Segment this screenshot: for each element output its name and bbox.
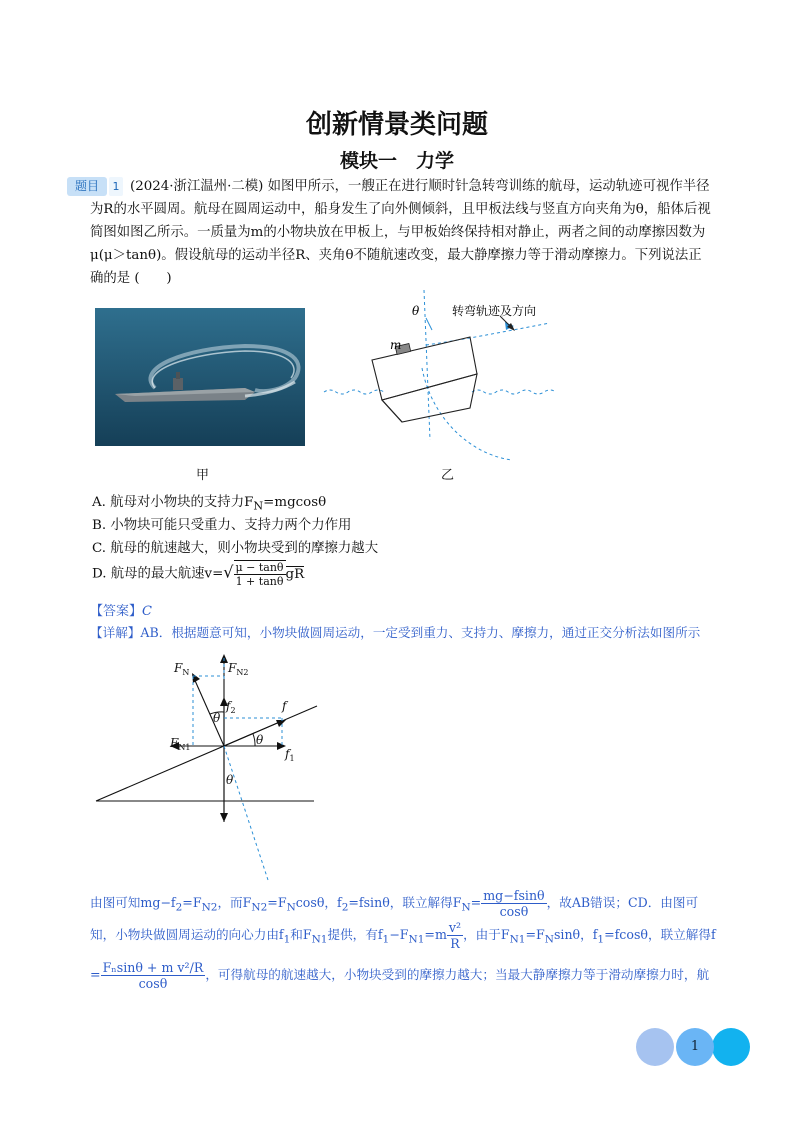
s1c: ，而F xyxy=(217,895,252,911)
figure-b-mass: m xyxy=(390,338,402,352)
figure-a-caption: 甲 xyxy=(196,468,210,483)
option-a[interactable] xyxy=(92,491,326,513)
option-a-tail: =mgcosθ xyxy=(263,495,327,510)
page-subtitle: 模块一 力学 xyxy=(339,150,454,172)
question-line-5: 确的是 ( ) xyxy=(90,271,172,286)
label-f: f xyxy=(282,699,287,713)
option-a-text: A. 航母对小物块的支持力F xyxy=(92,495,254,510)
ship-rear-view xyxy=(322,290,562,462)
option-d-tail: gR xyxy=(285,566,305,582)
s1a: 由图可知mg−f xyxy=(90,895,176,911)
s2h: sinθ，f xyxy=(553,927,598,943)
page-deco-circle-right xyxy=(712,1028,750,1066)
question-tag xyxy=(67,177,127,196)
s1e: cosθ，f xyxy=(295,895,342,911)
question-tag-number: 1 xyxy=(109,177,123,196)
label-f1: f xyxy=(285,747,290,761)
s1d: =F xyxy=(267,895,287,911)
s2g: =F xyxy=(525,927,545,943)
s3-den: cosθ xyxy=(138,976,168,992)
svg-text:f2 xyxy=(225,699,236,715)
s2e: =m xyxy=(424,927,447,943)
s2f: ，由于F xyxy=(463,927,510,943)
option-d-text: D. 航母的最大航速v= xyxy=(92,566,224,582)
label-fn2-sub: N2 xyxy=(236,668,249,677)
label-f2: f xyxy=(226,699,231,713)
question-line-3: 简图如图乙所示。一质量为m的小物块放在甲板上，与甲板始终保持相对静止，两者之间的动摩擦因数为 xyxy=(90,225,706,240)
svg-text:f1 xyxy=(284,747,295,763)
solution-fraction-3 xyxy=(101,960,206,991)
question-line-4: μ(μ＞tanθ)。假设航母的运动半径R、夹角θ不随航速改变，最大静摩擦力等于滑动摩擦力。下列说法正 xyxy=(90,248,702,263)
s2-num: v² xyxy=(448,920,462,935)
question-line-2: 为R的水平圆周。航母在圆周运动中，船身发生了向外侧倾斜，且甲板法线与竖直方向夹角为θ，船体后视 xyxy=(90,202,711,217)
question-line-1: (2024·浙江温州·二模) 如图甲所示，一艘正在进行顺时针急转弯训练的航母，运动轨迹可视作半径 xyxy=(130,179,710,194)
page-title: 创新情景类问题 xyxy=(305,110,488,140)
label-fn2: F xyxy=(228,661,237,675)
s3-num: Fₙsinθ + m v²/R xyxy=(102,960,204,975)
solution-fraction-1 xyxy=(481,888,546,919)
option-d-numerator: μ − tanθ xyxy=(235,561,284,574)
s1-den: cosθ xyxy=(499,904,529,920)
detail-label: 【详解】 xyxy=(90,625,141,640)
s3a: = xyxy=(90,967,101,983)
s1h: ，故AB错误；CD．由图可 xyxy=(546,895,699,911)
detail-text: AB．根据题意可知，小物块做圆周运动，一定受到重力、支持力、摩擦力，通过正交分析法如图所示 xyxy=(140,625,701,640)
s2b: 和F xyxy=(290,927,312,943)
figure-b-angle: θ xyxy=(412,304,420,318)
s1f: =fsinθ，联立解得F xyxy=(348,895,462,911)
label-fn1: F xyxy=(170,736,179,750)
s1-num: mg−fsinθ xyxy=(483,888,545,903)
label-theta-2: θ xyxy=(256,733,264,747)
s2c: 提供，有f xyxy=(327,927,383,943)
carrier-photo xyxy=(95,308,305,446)
s1g: = xyxy=(470,895,482,911)
answer-line xyxy=(90,600,152,619)
label-f2-sub: 2 xyxy=(230,706,236,715)
answer-value: C xyxy=(142,604,152,619)
svg-text:FN xyxy=(173,661,189,677)
force-diagram xyxy=(92,652,332,884)
s2i: =fcosθ，联立解得f xyxy=(604,927,716,943)
solution-fraction-2 xyxy=(447,920,463,951)
svg-text:FN1 xyxy=(169,736,190,752)
label-f1-sub: 1 xyxy=(289,754,295,763)
svg-text:FN2 xyxy=(227,661,248,677)
page-number: 1 xyxy=(676,1028,714,1066)
label-theta-1: θ xyxy=(213,711,221,725)
option-b[interactable]: B. 小物块可能只受重力、支持力两个力作用 xyxy=(92,518,352,533)
option-d-denominator: 1 + tanθ xyxy=(235,575,284,589)
solution-line-3 xyxy=(90,960,730,991)
option-c[interactable]: C. 航母的航速越大，则小物块受到的摩擦力越大 xyxy=(92,541,379,556)
detail-line xyxy=(90,622,750,641)
label-fn: F xyxy=(174,661,183,675)
option-d-fraction xyxy=(234,560,286,588)
answer-label: 【答案】 xyxy=(90,604,143,619)
label-fn-sub: N xyxy=(182,668,190,677)
sqrt-sign-icon: √ xyxy=(223,562,234,582)
label-fn1-sub: N1 xyxy=(178,743,191,752)
figure-b-caption: 乙 xyxy=(441,468,455,483)
label-theta-3: θ xyxy=(226,773,234,787)
page-deco-circle-left xyxy=(636,1028,674,1066)
s3b: ，可得航母的航速越大，小物块受到的摩擦力越大；当最大静摩擦力等于滑动摩擦力时，航 xyxy=(205,967,710,983)
s2d: −F xyxy=(389,927,409,943)
option-a-sub: N xyxy=(253,499,264,513)
option-d[interactable] xyxy=(92,560,304,588)
s2-den: R xyxy=(450,936,460,952)
question-tag-label: 题目 xyxy=(67,177,107,196)
solution-line-2: 知，小物块做圆周运动的向心力由$f_1$和$F_{N1}$提供，有$f_1-F_{N1}=m$ $\frac{\text{v²}}{R}$ ，由于$F_{N1}=F_N\sin\theta$，$f_1=fcos\theta$，联立解得f xyxy=(90,920,716,952)
s2a: 知，小物块做圆周运动的向心力由f xyxy=(90,927,284,943)
s1b: =F xyxy=(182,895,202,911)
figure-b-label: 转弯轨迹及方向 xyxy=(452,304,537,318)
solution-line-1: 由图可知$mg-f_2=F_{N2}$，而$F_{N2}=F_N\cos\theta$，$f_2=fsin\theta$，联立解得$F_N=$ $\frac{mg-fsin\theta}{\cos\theta}$ ，故AB错误；CD．由图可 xyxy=(90,888,699,920)
